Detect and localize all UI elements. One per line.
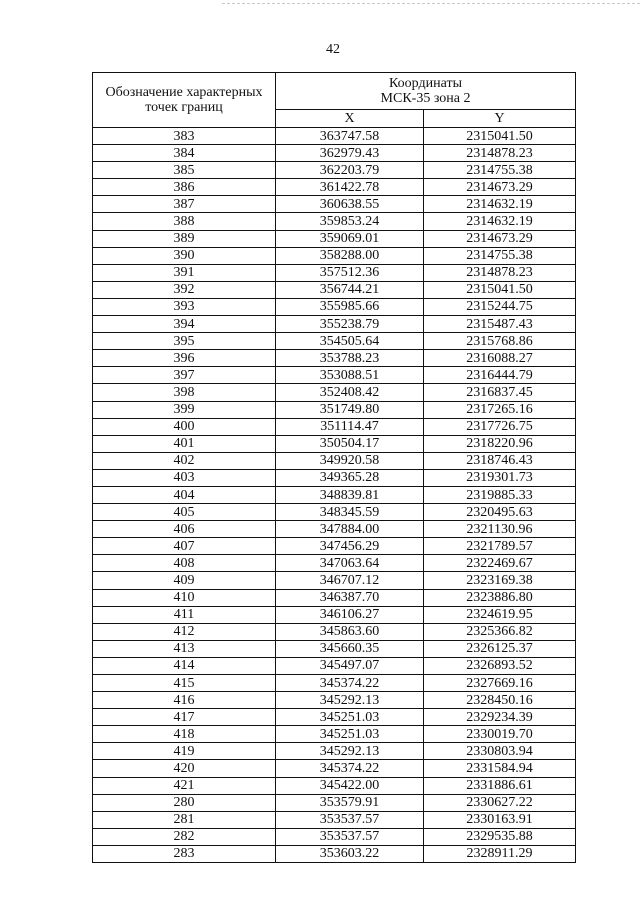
point-number-cell: 395 <box>93 333 276 350</box>
table-row <box>93 452 576 469</box>
y-coordinate-cell: 2314878.23 <box>424 264 576 281</box>
table-row <box>93 555 576 572</box>
y-coordinate-cell: 2316444.79 <box>424 367 576 384</box>
point-number-cell: 416 <box>93 692 276 709</box>
point-number-cell: 403 <box>93 469 276 486</box>
point-number-cell: 410 <box>93 589 276 606</box>
table-row <box>93 196 576 213</box>
point-number-cell: 396 <box>93 350 276 367</box>
y-coordinate-cell: 2314632.19 <box>424 213 576 230</box>
coordinates-header-line2: МСК-35 зона 2 <box>380 91 471 106</box>
table-row <box>93 264 576 281</box>
table-row <box>93 213 576 230</box>
x-coordinate-cell: 345374.22 <box>276 760 424 777</box>
y-coordinate-cell: 2327669.16 <box>424 675 576 692</box>
table-row <box>93 794 576 811</box>
y-coordinate-cell: 2330627.22 <box>424 794 576 811</box>
coordinates-table-header <box>93 73 576 128</box>
y-coordinate-cell: 2329535.88 <box>424 828 576 845</box>
table-row <box>93 589 576 606</box>
y-coordinate-cell: 2314632.19 <box>424 196 576 213</box>
point-number-cell: 391 <box>93 264 276 281</box>
point-number-cell: 419 <box>93 743 276 760</box>
y-coordinate-cell: 2328911.29 <box>424 845 576 862</box>
table-row <box>93 726 576 743</box>
point-number-cell: 417 <box>93 709 276 726</box>
x-coordinate-cell: 345251.03 <box>276 726 424 743</box>
table-row <box>93 145 576 162</box>
y-coordinate-cell: 2315768.86 <box>424 333 576 350</box>
y-coordinate-cell: 2315041.50 <box>424 128 576 145</box>
table-row <box>93 128 576 145</box>
x-coordinate-cell: 345251.03 <box>276 709 424 726</box>
point-number-cell: 402 <box>93 452 276 469</box>
point-number-cell: 405 <box>93 504 276 521</box>
point-number-cell: 390 <box>93 247 276 264</box>
coordinates-header <box>276 73 576 110</box>
x-coordinate-cell: 345292.13 <box>276 743 424 760</box>
table-row <box>93 230 576 247</box>
point-number-cell: 384 <box>93 145 276 162</box>
point-designation-header <box>93 73 276 128</box>
table-row <box>93 572 576 589</box>
y-coordinate-cell: 2314673.29 <box>424 179 576 196</box>
x-coordinate-cell: 351749.80 <box>276 401 424 418</box>
table-row <box>93 316 576 333</box>
y-coordinate-cell: 2321789.57 <box>424 538 576 555</box>
point-number-cell: 412 <box>93 623 276 640</box>
point-number-cell: 407 <box>93 538 276 555</box>
point-number-cell: 408 <box>93 555 276 572</box>
y-coordinate-cell: 2318746.43 <box>424 452 576 469</box>
y-coordinate-cell: 2323169.38 <box>424 572 576 589</box>
y-coordinate-cell: 2325366.82 <box>424 623 576 640</box>
x-coordinate-cell: 345497.07 <box>276 657 424 674</box>
point-number-cell: 400 <box>93 418 276 435</box>
y-coordinate-cell: 2326893.52 <box>424 657 576 674</box>
point-number-cell: 393 <box>93 298 276 315</box>
point-number-cell: 409 <box>93 572 276 589</box>
point-number-cell: 397 <box>93 367 276 384</box>
x-coordinate-cell: 347884.00 <box>276 521 424 538</box>
table-row <box>93 179 576 196</box>
point-number-cell: 413 <box>93 640 276 657</box>
x-coordinate-cell: 348839.81 <box>276 486 424 503</box>
x-coordinate-cell: 363747.58 <box>276 128 424 145</box>
point-number-cell: 386 <box>93 179 276 196</box>
table-row <box>93 828 576 845</box>
x-coordinate-cell: 355985.66 <box>276 298 424 315</box>
x-coordinate-cell: 359069.01 <box>276 230 424 247</box>
coordinates-table-body <box>93 128 576 863</box>
x-coordinate-cell: 355238.79 <box>276 316 424 333</box>
table-row <box>93 521 576 538</box>
y-coordinate-cell: 2323886.80 <box>424 589 576 606</box>
y-coordinate-cell: 2314673.29 <box>424 230 576 247</box>
x-coordinate-cell: 348345.59 <box>276 504 424 521</box>
y-coordinate-cell: 2331886.61 <box>424 777 576 794</box>
point-number-cell: 398 <box>93 384 276 401</box>
y-coordinate-cell: 2328450.16 <box>424 692 576 709</box>
coordinates-header-line1: Координаты <box>389 76 462 91</box>
point-number-cell: 399 <box>93 401 276 418</box>
point-number-cell: 389 <box>93 230 276 247</box>
point-number-cell: 414 <box>93 657 276 674</box>
x-coordinate-cell: 347063.64 <box>276 555 424 572</box>
table-row <box>93 350 576 367</box>
y-coordinate-cell: 2331584.94 <box>424 760 576 777</box>
x-coordinate-cell: 353788.23 <box>276 350 424 367</box>
point-number-cell: 388 <box>93 213 276 230</box>
page-number: 42 <box>326 42 340 57</box>
table-row <box>93 606 576 623</box>
table-row <box>93 435 576 452</box>
x-coordinate-cell: 353537.57 <box>276 828 424 845</box>
y-coordinate-cell: 2315041.50 <box>424 281 576 298</box>
point-number-cell: 387 <box>93 196 276 213</box>
x-coordinate-cell: 349920.58 <box>276 452 424 469</box>
x-coordinate-cell: 353603.22 <box>276 845 424 862</box>
table-row <box>93 675 576 692</box>
x-coordinate-cell: 346387.70 <box>276 589 424 606</box>
table-row <box>93 298 576 315</box>
coordinates-table <box>92 72 576 863</box>
table-row <box>93 469 576 486</box>
y-coordinate-cell: 2314755.38 <box>424 162 576 179</box>
y-coordinate-cell: 2326125.37 <box>424 640 576 657</box>
point-number-cell: 394 <box>93 316 276 333</box>
y-coordinate-cell: 2320495.63 <box>424 504 576 521</box>
y-coordinate-cell: 2318220.96 <box>424 435 576 452</box>
y-coordinate-cell: 2330163.91 <box>424 811 576 828</box>
table-row <box>93 657 576 674</box>
point-number-cell: 401 <box>93 435 276 452</box>
point-number-cell: 392 <box>93 281 276 298</box>
table-row <box>93 743 576 760</box>
x-coordinate-cell: 345863.60 <box>276 623 424 640</box>
point-number-cell: 280 <box>93 794 276 811</box>
x-coordinate-cell: 347456.29 <box>276 538 424 555</box>
x-coordinate-cell: 346707.12 <box>276 572 424 589</box>
table-row <box>93 811 576 828</box>
y-coordinate-cell: 2330019.70 <box>424 726 576 743</box>
x-coordinate-cell: 362979.43 <box>276 145 424 162</box>
table-row <box>93 401 576 418</box>
point-number-cell: 415 <box>93 675 276 692</box>
y-coordinate-cell: 2316837.45 <box>424 384 576 401</box>
table-row <box>93 760 576 777</box>
y-coordinate-cell: 2330803.94 <box>424 743 576 760</box>
x-coordinate-cell: 345292.13 <box>276 692 424 709</box>
x-coordinate-cell: 350504.17 <box>276 435 424 452</box>
table-row <box>93 486 576 503</box>
table-row <box>93 367 576 384</box>
y-coordinate-cell: 2324619.95 <box>424 606 576 623</box>
y-coordinate-cell: 2314878.23 <box>424 145 576 162</box>
table-row <box>93 538 576 555</box>
table-row <box>93 709 576 726</box>
x-coordinate-cell: 356744.21 <box>276 281 424 298</box>
table-row <box>93 281 576 298</box>
table-row <box>93 777 576 794</box>
point-number-cell: 420 <box>93 760 276 777</box>
table-row <box>93 418 576 435</box>
table-row <box>93 333 576 350</box>
point-number-cell: 411 <box>93 606 276 623</box>
y-coordinate-cell: 2319301.73 <box>424 469 576 486</box>
x-coordinate-cell: 353579.91 <box>276 794 424 811</box>
y-coordinate-cell: 2322469.67 <box>424 555 576 572</box>
x-coordinate-cell: 353537.57 <box>276 811 424 828</box>
x-coordinate-cell: 345422.00 <box>276 777 424 794</box>
table-row <box>93 504 576 521</box>
point-number-cell: 283 <box>93 845 276 862</box>
point-designation-header-line2: точек границ <box>145 100 223 115</box>
x-coordinate-cell: 354505.64 <box>276 333 424 350</box>
point-number-cell: 421 <box>93 777 276 794</box>
x-coordinate-cell: 351114.47 <box>276 418 424 435</box>
y-coordinate-cell: 2315244.75 <box>424 298 576 315</box>
table-row <box>93 692 576 709</box>
x-coordinate-cell: 357512.36 <box>276 264 424 281</box>
point-number-cell: 383 <box>93 128 276 145</box>
point-number-cell: 385 <box>93 162 276 179</box>
y-column-header: Y <box>424 110 576 128</box>
point-number-cell: 418 <box>93 726 276 743</box>
y-coordinate-cell: 2314755.38 <box>424 247 576 264</box>
table-row <box>93 845 576 862</box>
point-number-cell: 281 <box>93 811 276 828</box>
header-row-1 <box>93 73 576 110</box>
x-coordinate-cell: 349365.28 <box>276 469 424 486</box>
point-number-cell: 282 <box>93 828 276 845</box>
x-coordinate-cell: 360638.55 <box>276 196 424 213</box>
point-number-cell: 404 <box>93 486 276 503</box>
y-coordinate-cell: 2321130.96 <box>424 521 576 538</box>
table-row <box>93 384 576 401</box>
y-coordinate-cell: 2317265.16 <box>424 401 576 418</box>
y-coordinate-cell: 2316088.27 <box>424 350 576 367</box>
point-designation-header-line1: Обозначение характерных <box>105 85 263 100</box>
x-coordinate-cell: 345374.22 <box>276 675 424 692</box>
x-coordinate-cell: 352408.42 <box>276 384 424 401</box>
scan-edge-line <box>222 3 640 4</box>
y-coordinate-cell: 2317726.75 <box>424 418 576 435</box>
table-row <box>93 247 576 264</box>
y-coordinate-cell: 2329234.39 <box>424 709 576 726</box>
x-coordinate-cell: 345660.35 <box>276 640 424 657</box>
x-coordinate-cell: 359853.24 <box>276 213 424 230</box>
x-coordinate-cell: 358288.00 <box>276 247 424 264</box>
x-coordinate-cell: 346106.27 <box>276 606 424 623</box>
x-coordinate-cell: 362203.79 <box>276 162 424 179</box>
y-coordinate-cell: 2319885.33 <box>424 486 576 503</box>
x-coordinate-cell: 353088.51 <box>276 367 424 384</box>
x-coordinate-cell: 361422.78 <box>276 179 424 196</box>
table-row <box>93 640 576 657</box>
table-row <box>93 623 576 640</box>
x-column-header: X <box>276 110 424 128</box>
y-coordinate-cell: 2315487.43 <box>424 316 576 333</box>
table-row <box>93 162 576 179</box>
point-number-cell: 406 <box>93 521 276 538</box>
